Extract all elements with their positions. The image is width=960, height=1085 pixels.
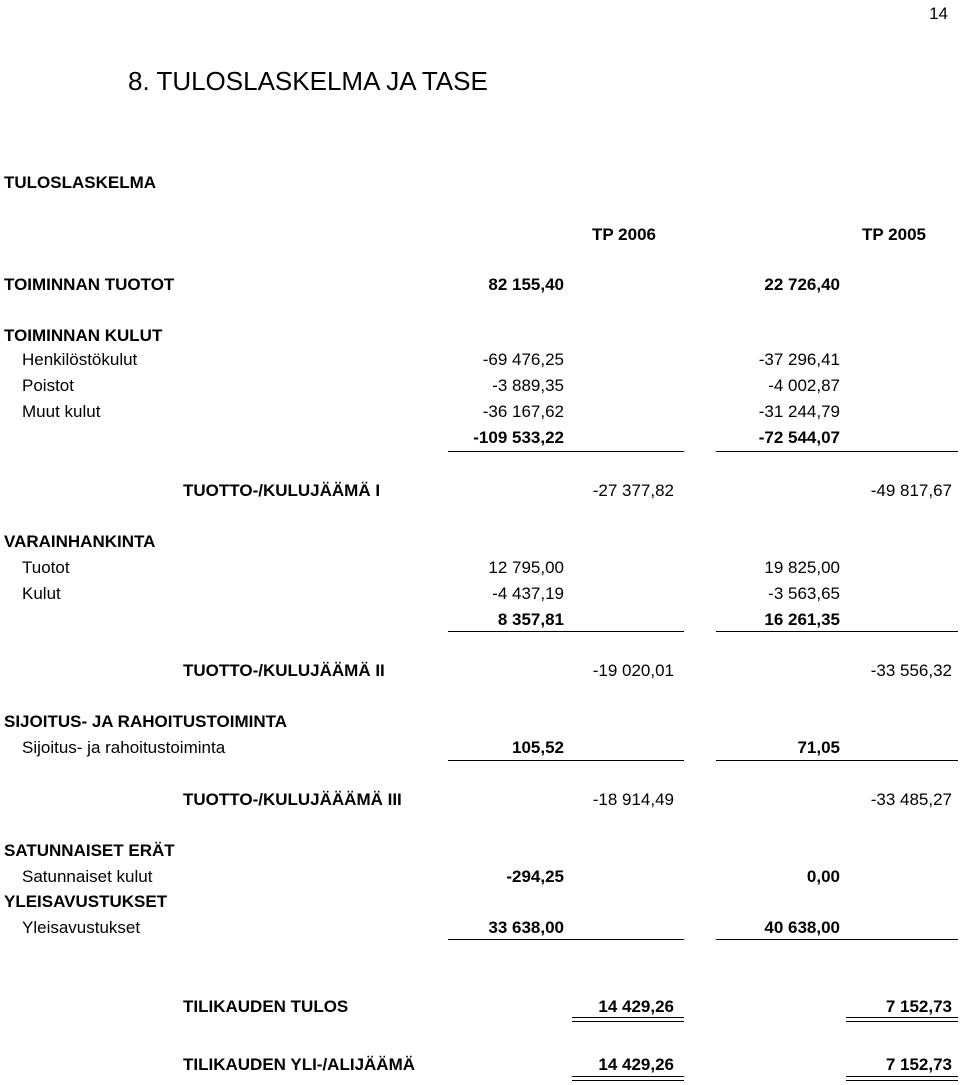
row-label-yli-alijaama: TILIKAUDEN YLI-/ALIJÄÄMÄ (183, 1055, 416, 1074)
value-toiminnan-tuotot-2006: 82 155,40 (488, 275, 564, 294)
row-label-toiminnan-tuotot: TOIMINNAN TUOTOT (4, 275, 175, 294)
row-label-kulut: Kulut (22, 584, 61, 603)
value-tuotot-2005: 19 825,00 (764, 558, 840, 577)
double-underline (572, 1076, 684, 1081)
value-muut-kulut-2005: -31 244,79 (758, 402, 840, 421)
row-label-sijoitus-header: SIJOITUS- JA RAHOITUSTOIMINTA (4, 712, 288, 731)
value-yleisavustukset-2006: 33 638,00 (488, 918, 564, 937)
row-label-varainhankinta: VARAINHANKINTA (4, 532, 156, 551)
value-satunnaiset-2005: 0,00 (806, 867, 840, 886)
value-tulos-2-2006: -19 020,01 (592, 661, 674, 680)
column-header-tp2005: TP 2005 (862, 225, 926, 244)
double-underline (572, 1017, 684, 1022)
value-muut-kulut-2006: -36 167,62 (482, 402, 564, 421)
column-header-tp2006: TP 2006 (592, 225, 656, 244)
value-henkilostokulut-2005: -37 296,41 (758, 350, 840, 369)
value-tulos-3-2006: -18 914,49 (592, 790, 674, 809)
value-tilikauden-tulos-2005: 7 152,73 (885, 997, 952, 1016)
value-tilikauden-tulos-2006: 14 429,26 (598, 997, 674, 1016)
row-label-tilikauden-tulos: TILIKAUDEN TULOS (183, 997, 349, 1016)
value-tulos-1-2006: -27 377,82 (592, 481, 674, 500)
subtotal-rule (716, 631, 958, 632)
value-kulut-2005: -3 563,65 (768, 584, 840, 603)
value-sijoitus-2006: 105,52 (512, 738, 564, 757)
row-label-yleisavustukset-header: YLEISAVUSTUKSET (4, 892, 168, 911)
value-varainhankinta-yhteensa-2006: 8 357,81 (497, 610, 564, 629)
row-label-toiminnan-kulut: TOIMINNAN KULUT (4, 326, 163, 345)
row-label-yleisavustukset: Yleisavustukset (22, 918, 141, 937)
value-kulut-2006: -4 437,19 (492, 584, 564, 603)
chapter-title: 8. TULOSLASKELMA JA TASE (128, 66, 488, 96)
row-label-sijoitus: Sijoitus- ja rahoitustoiminta (22, 738, 226, 757)
subtotal-rule (716, 939, 958, 940)
subtotal-rule (448, 631, 684, 632)
row-label-tuotot: Tuotot (22, 558, 70, 577)
subtotal-rule (716, 760, 958, 761)
value-sijoitus-2005: 71,05 (797, 738, 840, 757)
value-satunnaiset-2006: -294,25 (506, 867, 564, 886)
value-yli-alijaama-2005: 7 152,73 (885, 1055, 952, 1074)
value-varainhankinta-yhteensa-2005: 16 261,35 (764, 610, 840, 629)
value-toiminnan-tuotot-2005: 22 726,40 (764, 275, 840, 294)
value-tulos-2-2005: -33 556,32 (870, 661, 952, 680)
value-kulut-yhteensa-2005: -72 544,07 (758, 428, 840, 447)
value-yleisavustukset-2005: 40 638,00 (764, 918, 840, 937)
subtotal-rule (448, 760, 684, 761)
row-label-tulos-2: TUOTTO-/KULUJÄÄMÄ II (183, 661, 385, 680)
row-label-tulos-1: TUOTTO-/KULUJÄÄMÄ I (183, 481, 381, 500)
section-title: TULOSLASKELMA (4, 173, 157, 192)
page-number: 14 (929, 4, 948, 23)
subtotal-rule (448, 451, 684, 452)
row-label-muut-kulut: Muut kulut (22, 402, 101, 421)
subtotal-rule (448, 939, 684, 940)
row-label-henkilostokulut: Henkilöstökulut (22, 350, 138, 369)
value-yli-alijaama-2006: 14 429,26 (598, 1055, 674, 1074)
row-label-satunnaiset: Satunnaiset kulut (22, 867, 153, 886)
double-underline (846, 1076, 958, 1081)
value-tulos-1-2005: -49 817,67 (870, 481, 952, 500)
row-label-satunnaiset-header: SATUNNAISET ERÄT (4, 841, 175, 860)
value-henkilostokulut-2006: -69 476,25 (482, 350, 564, 369)
value-poistot-2005: -4 002,87 (768, 376, 840, 395)
value-kulut-yhteensa-2006: -109 533,22 (473, 428, 564, 447)
row-label-poistot: Poistot (22, 376, 74, 395)
row-label-tulos-3: TUOTTO-/KULUJÄÄÄMÄ III (183, 790, 402, 809)
subtotal-rule (716, 451, 958, 452)
value-tuotot-2006: 12 795,00 (488, 558, 564, 577)
double-underline (846, 1017, 958, 1022)
value-poistot-2006: -3 889,35 (492, 376, 564, 395)
value-tulos-3-2005: -33 485,27 (870, 790, 952, 809)
